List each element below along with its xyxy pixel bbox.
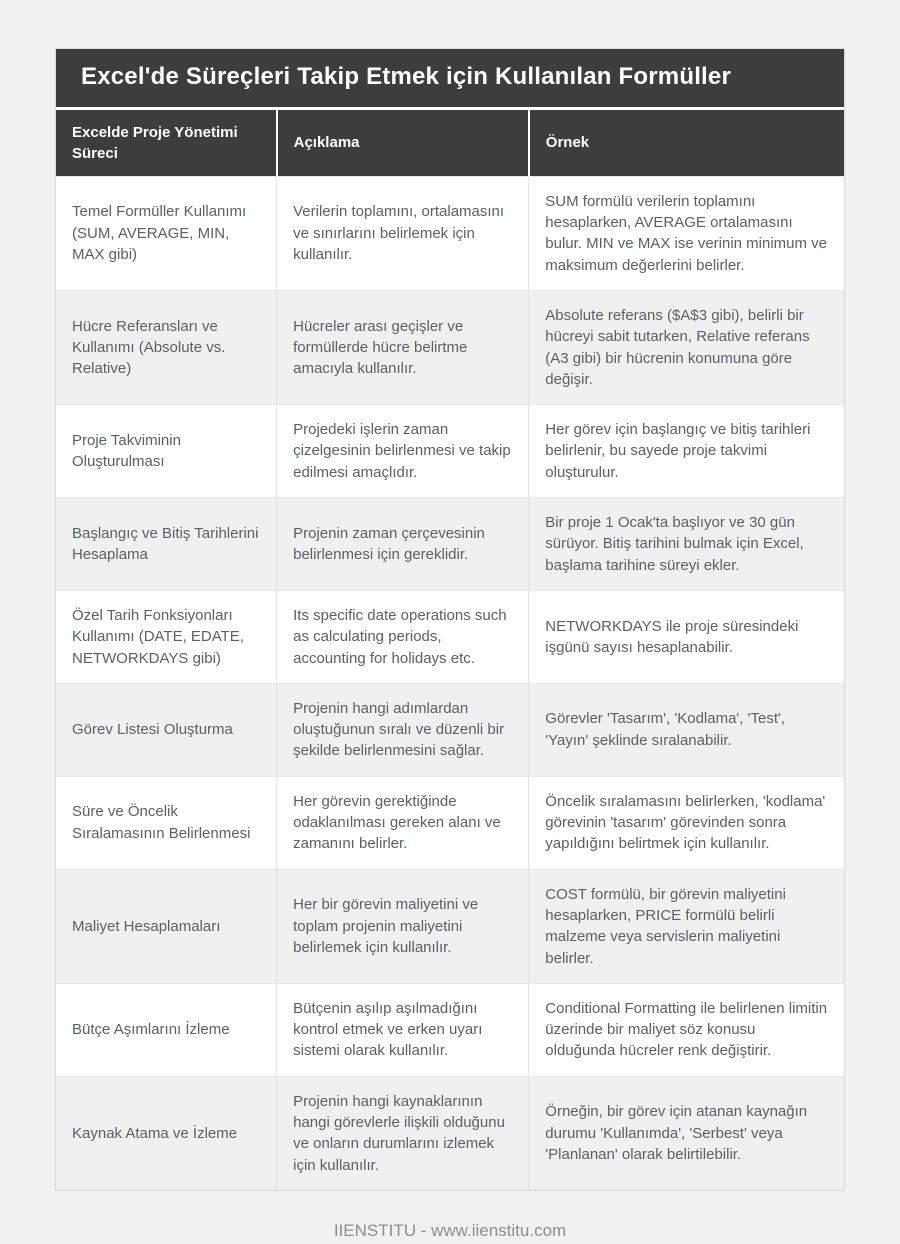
cell-example: Görevler 'Tasarım', 'Kodlama', 'Test', 'Yayın' şeklinde sıralanabilir. — [529, 683, 844, 776]
cell-example: Conditional Formatting ile belirlenen limitin üzerinde bir maliyet söz konusu olduğunda hücreler renk değiştirir. — [529, 983, 844, 1076]
page-title: Excel'de Süreçleri Takip Etmek için Kullanılan Formüller — [56, 49, 844, 107]
table-row — [56, 498, 844, 591]
cell-description: Verilerin toplamını, ortalamasını ve sınırlarını belirlemek için kullanılır. — [277, 176, 529, 290]
table-row — [56, 176, 844, 290]
column-header-example: Örnek — [529, 108, 844, 176]
cell-description: Her bir görevin maliyetini ve toplam projenin maliyetini belirlemek için kullanılır. — [277, 869, 529, 983]
table-row — [56, 1076, 844, 1190]
cell-description: Bütçenin aşılıp aşılmadığını kontrol etmek ve erken uyarı sistemi olarak kullanılır. — [277, 983, 529, 1076]
cell-description: Projenin hangi adımlardan oluştuğunun sıralı ve düzenli bir şekilde belirlenmesini sağlar. — [277, 683, 529, 776]
formulas-table — [56, 107, 844, 1190]
cell-process: Süre ve Öncelik Sıralamasının Belirlenmesi — [56, 776, 277, 869]
cell-description: Hücreler arası geçişler ve formüllerde hücre belirtme amacıyla kullanılır. — [277, 290, 529, 404]
table-row — [56, 983, 844, 1076]
cell-process: Hücre Referansları ve Kullanımı (Absolute vs. Relative) — [56, 290, 277, 404]
cell-description: Projenin zaman çerçevesinin belirlenmesi için gereklidir. — [277, 498, 529, 591]
table-row — [56, 869, 844, 983]
cell-example: Bir proje 1 Ocak'ta başlıyor ve 30 gün sürüyor. Bitiş tarihini bulmak için Excel, başlama tarihine süreyi ekler. — [529, 498, 844, 591]
cell-process: Özel Tarih Fonksiyonları Kullanımı (DATE, EDATE, NETWORKDAYS gibi) — [56, 590, 277, 683]
cell-example: SUM formülü verilerin toplamını hesaplarken, AVERAGE ortalamasını bulur. MIN ve MAX ise verinin minimum ve maksimum değerlerini belirler. — [529, 176, 844, 290]
footer-credit: IIENSTITU - www.iienstitu.com — [333, 1220, 567, 1240]
table-header-row — [56, 108, 844, 176]
table-row — [56, 776, 844, 869]
cell-process: Bütçe Aşımlarını İzleme — [56, 983, 277, 1076]
cell-example: Absolute referans ($A$3 gibi), belirli bir hücreyi sabit tutarken, Relative referans (A3 gibi) bir hücrenin konumuna göre değişir. — [529, 290, 844, 404]
cell-description: Her görevin gerektiğinde odaklanılması gereken alanı ve zamanını belirler. — [277, 776, 529, 869]
cell-process: Maliyet Hesaplamaları — [56, 869, 277, 983]
table-row — [56, 590, 844, 683]
cell-process: Temel Formüller Kullanımı (SUM, AVERAGE, MIN, MAX gibi) — [56, 176, 277, 290]
column-header-description: Açıklama — [277, 108, 529, 176]
cell-process: Proje Takviminin Oluşturulması — [56, 405, 277, 498]
table-header — [56, 108, 844, 176]
cell-example: Her görev için başlangıç ve bitiş tarihleri belirlenir, bu sayede proje takvimi oluşturulur. — [529, 405, 844, 498]
cell-process: Görev Listesi Oluşturma — [56, 683, 277, 776]
cell-description: Projenin hangi kaynaklarının hangi görevlerle ilişkili olduğunu ve onların durumlarını izlemek için kullanılır. — [277, 1076, 529, 1190]
table-row — [56, 290, 844, 404]
cell-process: Başlangıç ve Bitiş Tarihlerini Hesaplama — [56, 498, 277, 591]
column-header-process: Excelde Proje Yönetimi Süreci — [56, 108, 277, 176]
cell-process: Kaynak Atama ve İzleme — [56, 1076, 277, 1190]
cell-description: Its specific date operations such as calculating periods, accounting for holidays etc. — [277, 590, 529, 683]
table-row — [56, 683, 844, 776]
cell-example: Örneğin, bir görev için atanan kaynağın durumu 'Kullanımda', 'Serbest' veya 'Planlanan' olarak belirtilebilir. — [529, 1076, 844, 1190]
cell-example: NETWORKDAYS ile proje süresindeki işgünü sayısı hesaplanabilir. — [529, 590, 844, 683]
formulas-table-card — [55, 48, 845, 1191]
cell-example: Öncelik sıralamasını belirlerken, 'kodlama' görevinin 'tasarım' görevinden sonra yapıldığını belirtmek için kullanılır. — [529, 776, 844, 869]
cell-example: COST formülü, bir görevin maliyetini hesaplarken, PRICE formülü belirli malzeme veya servislerin maliyetini belirler. — [529, 869, 844, 983]
cell-description: Projedeki işlerin zaman çizelgesinin belirlenmesi ve takip edilmesi amaçlıdır. — [277, 405, 529, 498]
table-body — [56, 176, 844, 1190]
table-row — [56, 405, 844, 498]
